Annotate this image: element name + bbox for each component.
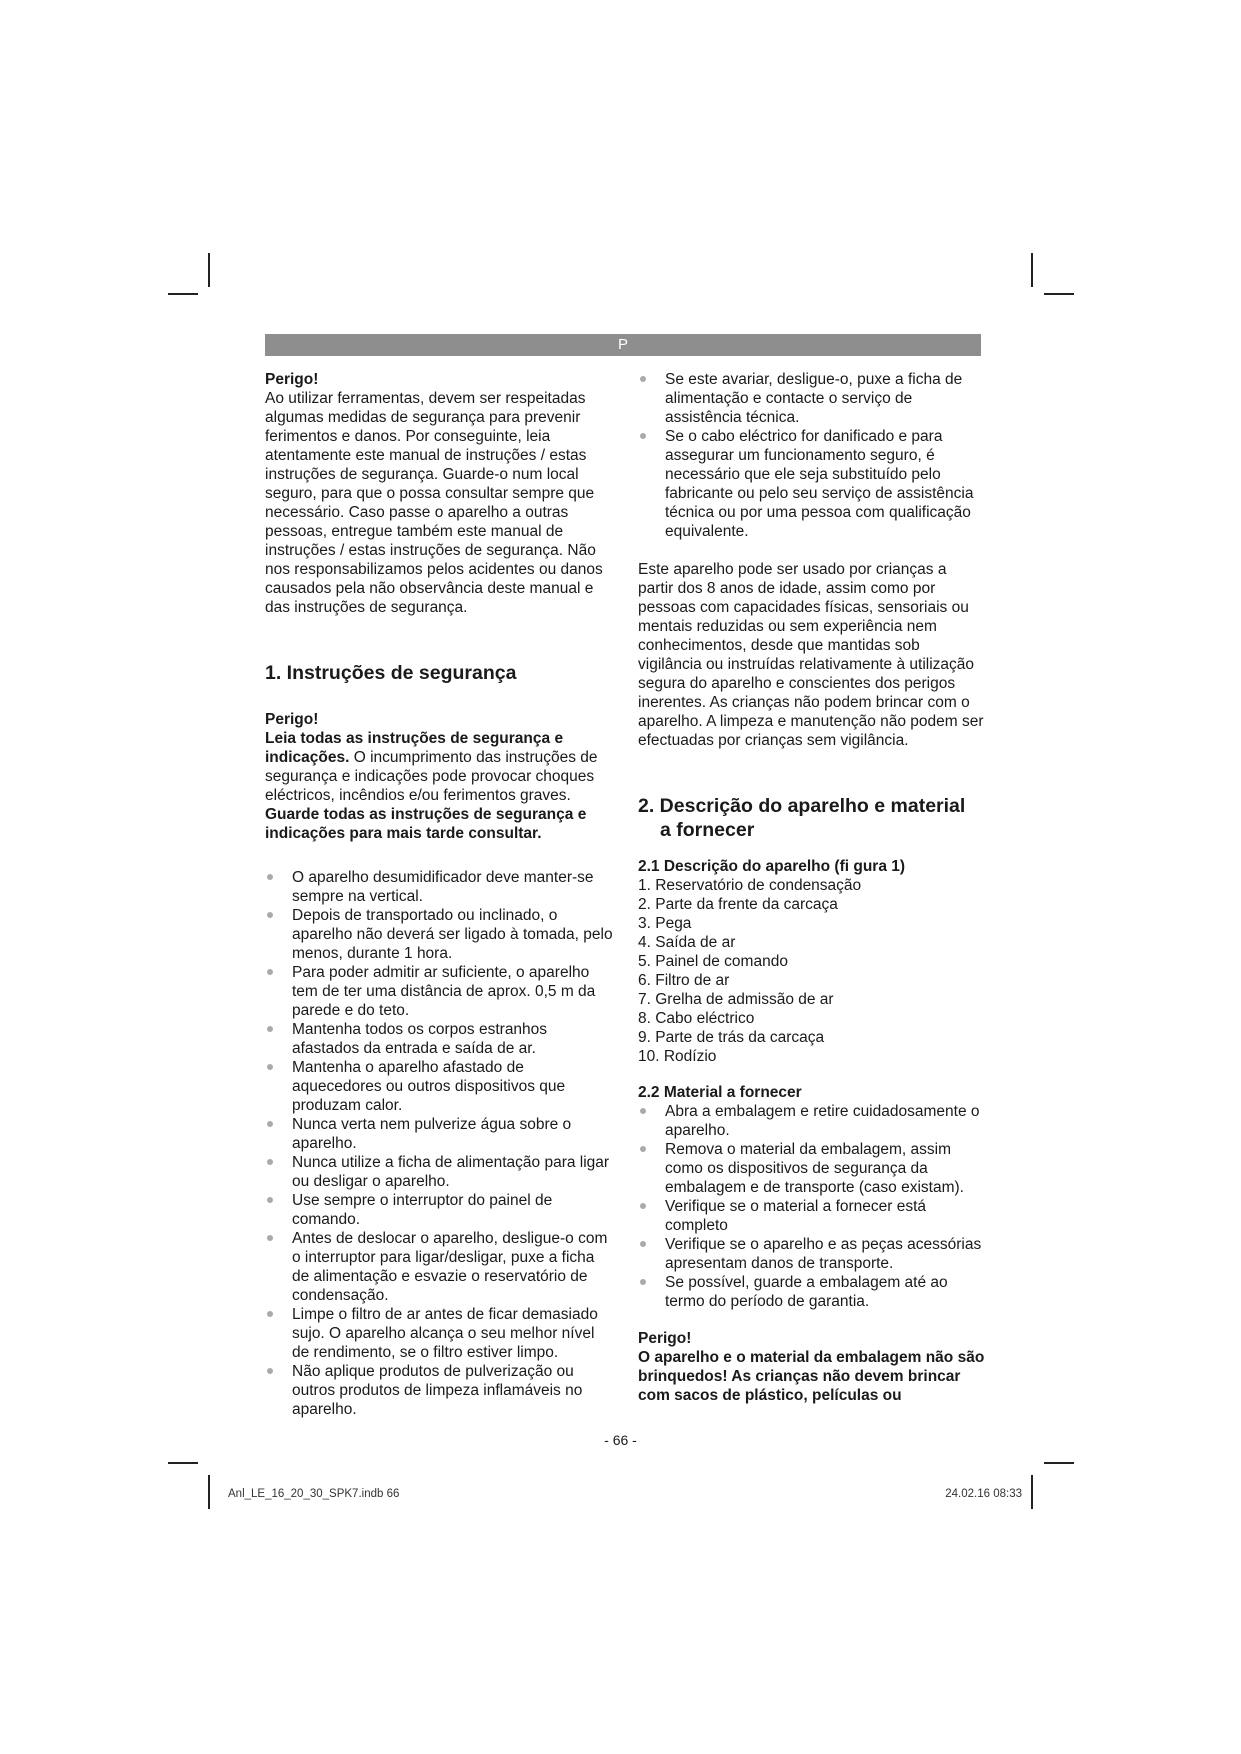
list-item: Não aplique produtos de pulverização ou outros produtos de limpeza inflamáveis no aparelho. [265,1362,613,1419]
warning-heading: Perigo! [265,711,319,728]
section-2-title-line-1: 2. Descrição do aparelho e material [638,795,966,817]
section-1-title: 1. Instruções de segurança [265,662,517,684]
list-item: Abra a embalagem e retire cuidadosamente o aparelho. [638,1102,986,1140]
intro-heading: Perigo! [265,371,319,388]
list-item: Verifique se o material a fornecer está completo [638,1197,986,1235]
safety-bullet-list [265,868,613,1419]
section-2-title [638,794,986,842]
section-2-title-line-2: a fornecer [660,819,755,841]
list-item: Use sempre o interruptor do painel de comando. [265,1191,613,1229]
list-item: Antes de deslocar o aparelho, desligue-o com o interruptor para ligar/desligar, puxe a ficha de alimentação e esvazie o reservatório de condensação. [265,1229,613,1305]
list-item: 9. Parte de trás da carcaça [638,1029,825,1046]
list-item: Depois de transportado ou inclinado, o aparelho não deverá ser ligado à tomada, pelo menos, durante 1 hora. [265,906,613,963]
list-item: 8. Cabo eléctrico [638,1010,755,1027]
left-column [265,370,613,1419]
list-item: 10. Rodízio [638,1048,717,1065]
list-item: Se este avariar, desligue-o, puxe a ficha de alimentação e contacte o serviço de assistência técnica. [638,370,986,427]
language-header-bar: P [265,334,981,356]
list-item: 1. Reservatório de condensação [638,877,862,894]
list-item: 7. Grelha de admissão de ar [638,991,834,1008]
crop-mark [1031,253,1033,287]
crop-mark [168,1462,198,1464]
warning-bold-text: Leia todas as instruções de segurança e indicações. [265,730,564,766]
crop-mark [208,253,210,287]
crop-mark [1044,293,1074,295]
safety-bullet-list-continued [638,370,986,541]
crop-mark [1044,1462,1074,1464]
crop-mark [208,1475,210,1509]
warning-text: O incumprimento das instruções de segurança e indicações pode provocar choques eléctricos, incêndios e/ou ferimentos graves. [265,749,598,804]
list-item: Verifique se o aparelho e as peças acessórias apresentam danos de transporte. [638,1235,986,1273]
list-item: 4. Saída de ar [638,934,736,951]
list-item: Nunca verta nem pulverize água sobre o aparelho. [265,1115,613,1153]
children-paragraph: Este aparelho pode ser usado por crianças a partir dos 8 anos de idade, assim como por pessoas com capacidades físicas, sensoriais ou mentais reduzidas ou sem experiência nem conhecimentos, desde que mantidas sob vigilância ou instruídas relativamente à utilização segura do aparelho e conscientes dos perigos inerentes. As crianças não podem brincar com o aparelho. A limpeza e manutenção não podem ser efectuadas por crianças sem vigilância. [638,561,984,749]
final-warning-heading: Perigo! [638,1330,692,1347]
list-item: Remova o material da embalagem, assim como os dispositivos de segurança da embalagem e de transporte (caso existam). [638,1140,986,1197]
list-item: Para poder admitir ar suficiente, o aparelho tem de ter uma distância de aprox. 0,5 m da parede e do teto. [265,963,613,1020]
list-item: Mantenha todos os corpos estranhos afastados da entrada e saída de ar. [265,1020,613,1058]
footer-file-name: Anl_LE_16_20_30_SPK7.indb 66 [228,1488,400,1500]
list-item: 3. Pega [638,915,692,932]
list-item: Se possível, guarde a embalagem até ao termo do período de garantia. [638,1273,986,1311]
intro-paragraph: Ao utilizar ferramentas, devem ser respeitadas algumas medidas de segurança para prevenir ferimentos e danos. Por conseguinte, leia atentamente este manual de instruções / estas instruções de segurança. Guarde-o num local seguro, para que o possa consultar sempre que necessário. Caso passe o aparelho a outras pessoas, entregue também este manual de instruções / estas instruções de segurança. Não nos responsabilizamos pelos acidentes ou danos causados pela não observância deste manual e das instruções de segurança. [265,390,603,616]
list-item: Se o cabo eléctrico for danificado e para assegurar um funcionamento seguro, é necessário que ele seja substituído pelo fabricante ou pelo seu serviço de assistência técnica ou por uma pessoa com qualificação equivalente. [638,427,986,541]
list-item: Nunca utilize a ficha de alimentação para ligar ou desligar o aparelho. [265,1153,613,1191]
page-number: - 66 - [604,1432,637,1448]
list-item: 5. Painel de comando [638,953,788,970]
list-item: O aparelho desumidificador deve manter-se sempre na vertical. [265,868,613,906]
final-warning-text: O aparelho e o material da embalagem não são brinquedos! As crianças não devem brincar com sacos de plástico, películas ou [638,1349,985,1404]
crop-mark [168,293,198,295]
list-item: 6. Filtro de ar [638,972,730,989]
list-item: Mantenha o aparelho afastado de aquecedores ou outros dispositivos que produzam calor. [265,1058,613,1115]
footer-datetime: 24.02.16 08:33 [945,1488,1022,1500]
supply-bullet-list [638,1102,986,1311]
list-item: 2. Parte da frente da carcaça [638,896,838,913]
list-item: Limpe o filtro de ar antes de ficar demasiado sujo. O aparelho alcança o seu melhor nível de rendimento, se o filtro estiver limpo. [265,1305,613,1362]
subsection-2-2-title: 2.2 Material a fornecer [638,1084,802,1101]
parts-list [638,876,986,1066]
subsection-2-1-title: 2.1 Descrição do aparelho (fi gura 1) [638,858,906,875]
warning-keep-text: Guarde todas as instruções de segurança e indicações para mais tarde consultar. [265,806,587,842]
crop-mark [1031,1475,1033,1509]
warning-paragraph [265,729,613,805]
right-column [638,370,986,1405]
